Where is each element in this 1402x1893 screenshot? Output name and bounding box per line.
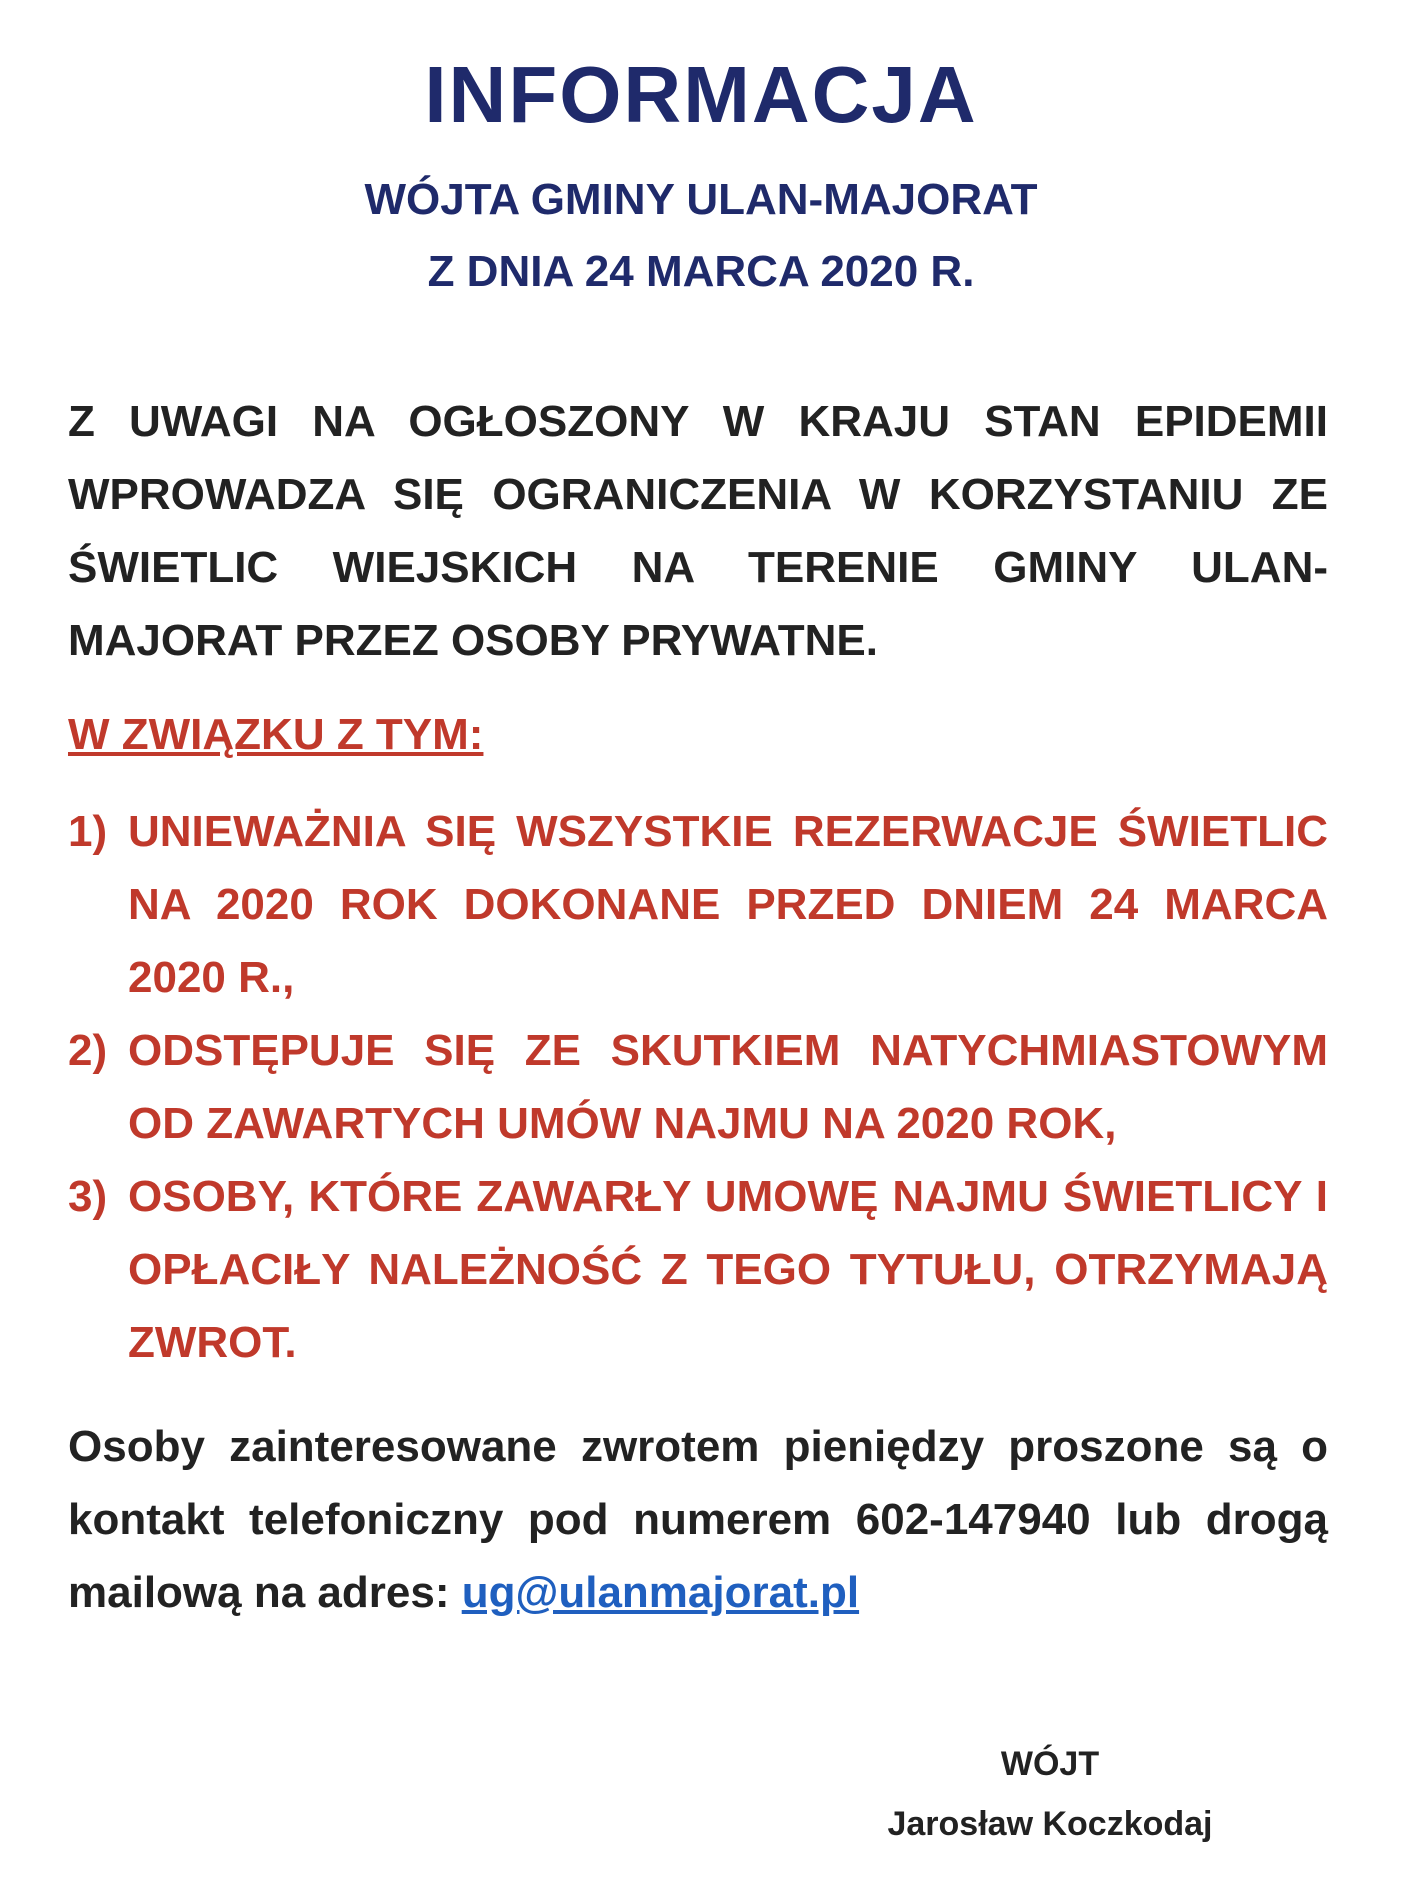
signature-role: WÓJT: [1000, 1745, 1100, 1783]
list-item: [68, 1160, 1328, 1379]
email-link[interactable]: ug@ulanmajorat.pl: [461, 1568, 860, 1617]
consequence-heading: W ZWIĄZKU Z TYM:: [68, 710, 484, 759]
list-item-number: 1): [68, 807, 108, 856]
list-item-text: OSOBY, KTÓRE ZAWARŁY UMOWĘ NAJMU ŚWIETLICY I OPŁACIŁY NALEŻNOŚĆ Z TEGO TYTUŁU, OTRZYMAJĄ ZWROT.: [128, 1172, 1328, 1367]
list-item-number: 2): [68, 1026, 108, 1075]
intro-paragraph: Z UWAGI NA OGŁOSZONY W KRAJU STAN EPIDEMII WPROWADZA SIĘ OGRANICZENIA W KORZYSTANIU ZE ŚWIETLIC WIEJSKICH NA TERENIE GMINY ULAN-MAJORAT PRZEZ OSOBY PRYWATNE.: [68, 397, 1328, 665]
list-item-number: 3): [68, 1172, 108, 1221]
date-line: Z DNIA 24 MARCA 2020 R.: [427, 247, 975, 296]
list-item-text: ODSTĘPUJE SIĘ ZE SKUTKIEM NATYCHMIASTOWYM OD ZAWARTYCH UMÓW NAJMU NA 2020 ROK,: [128, 1026, 1328, 1148]
issuer-line: WÓJTA GMINY ULAN-MAJORAT: [364, 175, 1038, 224]
document-title: INFORMACJA: [424, 50, 978, 139]
list-item-text: UNIEWAŻNIA SIĘ WSZYSTKIE REZERWACJE ŚWIETLIC NA 2020 ROK DOKONANE PRZED DNIEM 24 MARCA 2020 R.,: [128, 807, 1328, 1002]
contact-text: Osoby zainteresowane zwrotem pieniędzy proszone są o kontakt telefoniczny pod numerem 602-147940 lub drogą mailową na adres:: [68, 1422, 1328, 1617]
list-item: [68, 795, 1328, 1014]
signature-name: Jarosław Koczkodaj: [887, 1805, 1213, 1843]
list-item: [68, 1014, 1328, 1160]
contact-paragraph: [68, 1410, 1328, 1629]
measures-list: [68, 795, 1328, 1379]
